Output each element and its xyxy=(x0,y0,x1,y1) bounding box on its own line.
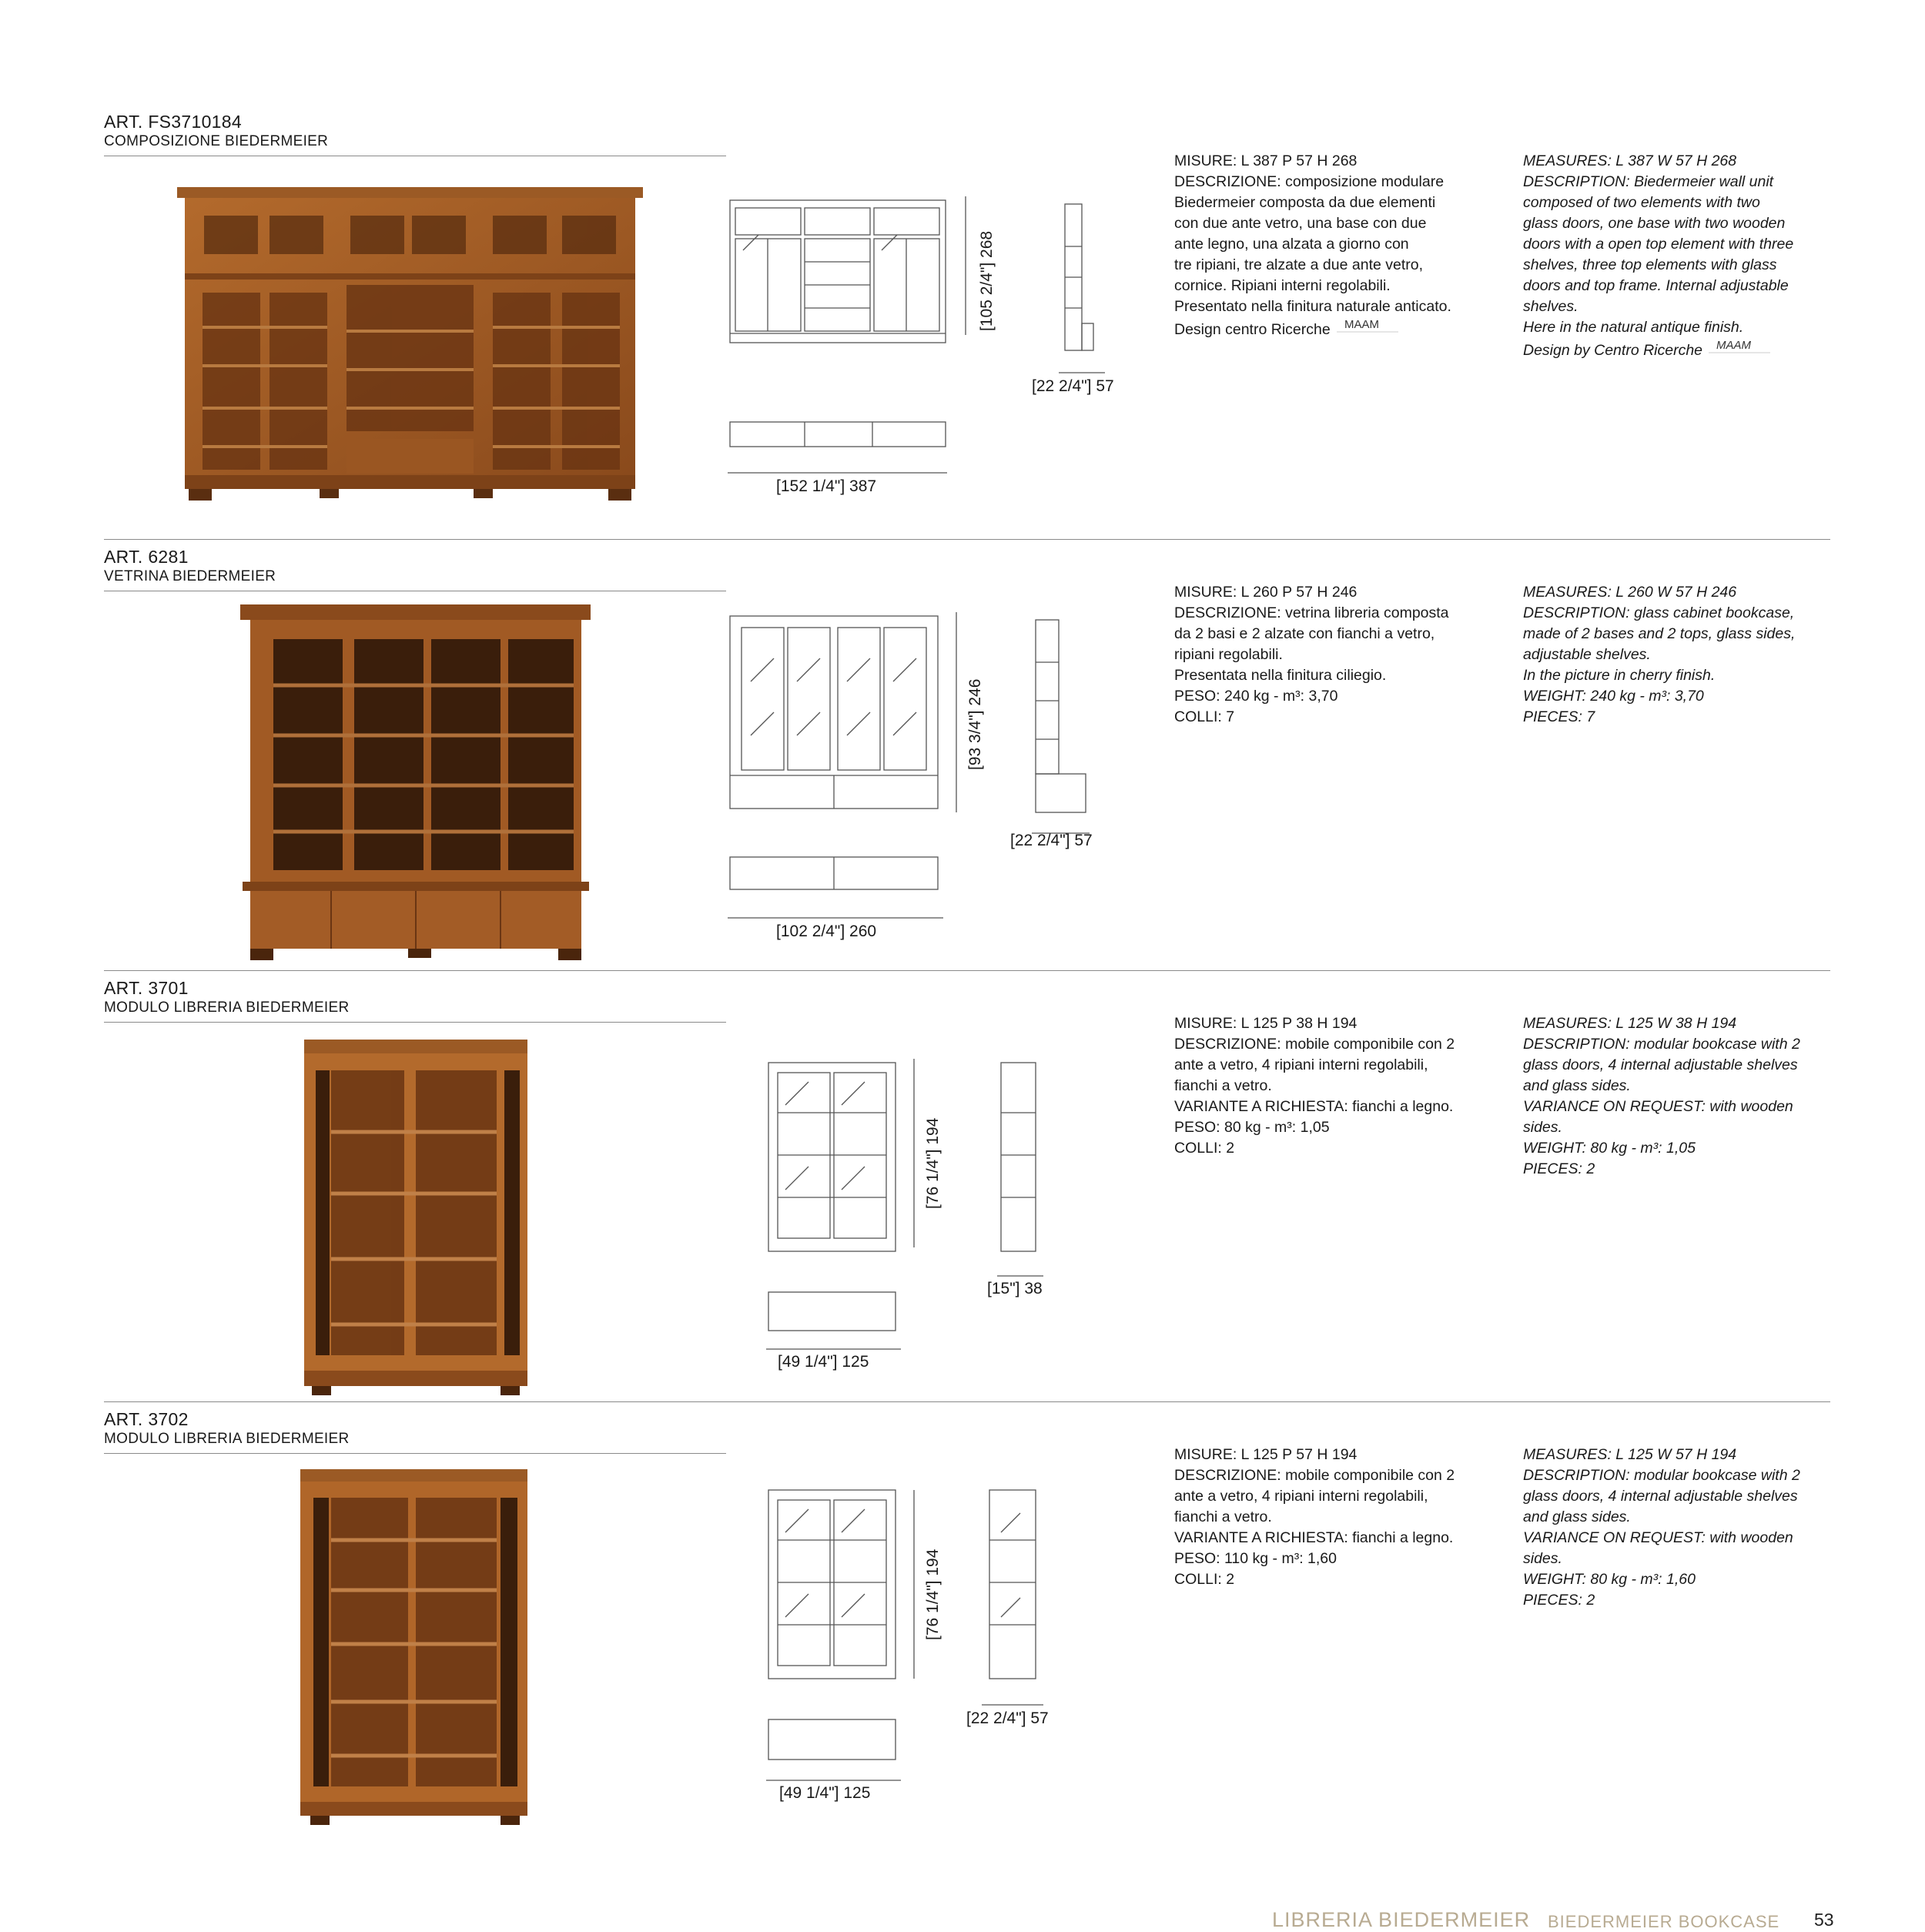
product-photo xyxy=(300,1032,535,1398)
description-it: MISURE: L 125 P 38 H 194 DESCRIZIONE: mobile componibile con 2 ante a vetro, 4 ripiani interni regolabili, fianchi a vetro. VARIANTE A RICHIESTA: fianchi a legno. PESO: 80 kg - m³: 1,05 COLLI: 2 xyxy=(1174,1015,1455,1157)
dimension-depth: [22 2/4"] 57 xyxy=(1032,377,1114,395)
dimension-height: [93 3/4"] 246 xyxy=(966,678,984,770)
description-it: MISURE: L 125 P 57 H 194 DESCRIZIONE: mobile componibile con 2 ante a vetro, 4 ripiani interni regolabili, fianchi a vetro. VARIANTE A RICHIESTA: fianchi a legno. PESO: 110 kg - m³: 1,60 COLLI: 2 xyxy=(1174,1446,1455,1588)
description-it: MISURE: L 260 P 57 H 246 DESCRIZIONE: vetrina libreria composta da 2 basi e 2 alzate con fianchi a vetro, ripiani regolabili. Presentata nella finitura ciliegio. PESO: 240 kg - m³: 3,70 COLLI: 7 xyxy=(1174,584,1449,725)
product-photo xyxy=(239,601,593,963)
dimension-width: [152 1/4"] 387 xyxy=(776,477,877,495)
description-it: MISURE: L 387 P 57 H 268 DESCRIZIONE: composizione modulare Biedermeier composta da due elementi con due ante vetro, una base con due ante legno, una alzata a giorno con tre ripiani, tre alzate a due ante vetro, cornice. Ripiani interni regolabili. Presentato nella finitura naturale anticato. Design centro Ricerche MAAM xyxy=(1174,151,1451,343)
section-divider xyxy=(104,970,1830,971)
section-divider xyxy=(104,1401,1830,1402)
page-number: 53 xyxy=(1814,1910,1834,1930)
front-elevation-drawing xyxy=(766,1059,901,1259)
section-divider xyxy=(104,539,1830,540)
article-name: MODULO LIBRERIA BIEDERMEIER xyxy=(104,1431,350,1447)
dimension-width: [49 1/4"] 125 xyxy=(778,1353,869,1371)
dimension-width: [102 2/4"] 260 xyxy=(776,922,877,940)
dimension-width: [49 1/4"] 125 xyxy=(779,1784,871,1802)
side-elevation-drawing xyxy=(1059,200,1101,354)
side-elevation-drawing xyxy=(997,1059,1043,1259)
maam-logo xyxy=(1337,317,1398,343)
article-code: ART. 3701 xyxy=(104,978,189,998)
svg-text:MAAM: MAAM xyxy=(1716,339,1752,352)
article-name: VETRINA BIEDERMEIER xyxy=(104,568,276,584)
product-photo xyxy=(296,1463,535,1829)
footer-title: LIBRERIA BIEDERMEIER xyxy=(1272,1908,1531,1931)
section-divider xyxy=(104,1453,726,1454)
article-name: COMPOSIZIONE BIEDERMEIER xyxy=(104,133,329,149)
plan-view-drawing xyxy=(728,420,951,450)
description-en: MEASURES: L 387 W 57 H 268 DESCRIPTION: Biedermeier wall unit composed of two elements with two glass doors, one base with two wooden doors with a open top element with three shelves, three top elements with glass doors and top frame. Internal adjustable shelves. Here in the natural antique finish. Design by Centro Ricerche MAAM xyxy=(1523,151,1793,364)
plan-view-drawing xyxy=(766,1717,901,1763)
dimension-depth: [22 2/4"] 57 xyxy=(1010,832,1093,849)
product-photo xyxy=(173,185,647,512)
article-code: ART. 3702 xyxy=(104,1409,189,1429)
dimension-height: [76 1/4"] 194 xyxy=(924,1549,942,1640)
dimension-height: [76 1/4"] 194 xyxy=(924,1117,942,1209)
section-divider xyxy=(104,1022,726,1023)
maam-logo xyxy=(1709,338,1770,364)
front-elevation-drawing xyxy=(766,1486,901,1686)
side-elevation-drawing xyxy=(986,1486,1043,1686)
description-en: MEASURES: L 125 W 38 H 194 DESCRIPTION: modular bookcase with 2 glass doors, 4 internal adjustable shelves and glass sides. VARIANCE ON REQUEST: with wooden sides. WEIGHT: 80 kg - m³: 1,05 PIECES: 2 xyxy=(1523,1015,1800,1177)
front-elevation-drawing xyxy=(728,612,943,820)
side-elevation-drawing xyxy=(1032,616,1090,820)
article-code: ART. 6281 xyxy=(104,547,189,567)
dimension-depth: [22 2/4"] 57 xyxy=(966,1709,1049,1727)
article-code: ART. FS3710184 xyxy=(104,112,242,132)
article-name: MODULO LIBRERIA BIEDERMEIER xyxy=(104,999,350,1016)
plan-view-drawing xyxy=(766,1290,901,1336)
dimension-height: [105 2/4"] 268 xyxy=(978,230,996,331)
description-en: MEASURES: L 125 W 57 H 194 DESCRIPTION: modular bookcase with 2 glass doors, 4 internal adjustable shelves and glass sides. VARIANCE ON REQUEST: with wooden sides. WEIGHT: 80 kg - m³: 1,60 PIECES: 2 xyxy=(1523,1446,1800,1609)
front-elevation-drawing xyxy=(728,196,951,350)
svg-text:MAAM: MAAM xyxy=(1344,318,1379,331)
dimension-depth: [15"] 38 xyxy=(987,1280,1043,1297)
description-en: MEASURES: L 260 W 57 H 246 DESCRIPTION: glass cabinet bookcase, made of 2 bases and 2 tops, glass sides, adjustable shelves. In the picture in cherry finish. WEIGHT: 240 kg - m³: 3,70 PIECES: 7 xyxy=(1523,584,1796,725)
plan-view-drawing xyxy=(728,855,943,893)
footer-subtitle: BIEDERMEIER BOOKCASE xyxy=(1548,1912,1780,1931)
